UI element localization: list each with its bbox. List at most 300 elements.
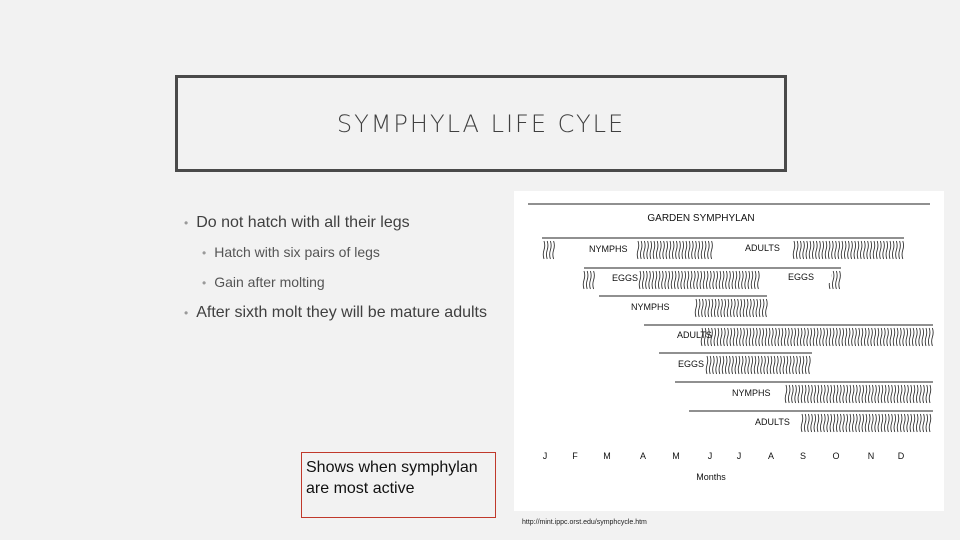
squiggle-mark [781, 328, 783, 346]
squiggle-mark [762, 328, 764, 346]
squiggle-mark [862, 385, 864, 403]
squiggle-mark [873, 241, 875, 259]
squiggle-mark [798, 385, 800, 403]
chart-rows [542, 238, 933, 432]
squiggle-mark [721, 299, 723, 317]
squiggle-mark [649, 271, 651, 289]
squiggle-mark [778, 328, 780, 346]
squiggle-mark [848, 328, 850, 346]
squiggle-mark [883, 241, 885, 259]
squiggle-mark [894, 385, 896, 403]
squiggle-mark [704, 241, 706, 259]
squiggle-mark [851, 241, 853, 259]
squiggle-mark [842, 328, 844, 346]
squiggle-mark [679, 241, 681, 259]
squiggle-mark [788, 385, 790, 403]
squiggle-mark [861, 328, 863, 346]
squiggle-mark [827, 414, 829, 432]
squiggle-mark [830, 414, 832, 432]
squiggle-mark [795, 385, 797, 403]
squiggle-mark [703, 271, 705, 289]
squiggle-mark [708, 241, 710, 259]
bullet-dot-icon: • [184, 216, 189, 230]
squiggle-mark [838, 241, 840, 259]
squiggle-mark [830, 385, 832, 403]
squiggle-mark [822, 241, 824, 259]
squiggle-mark [932, 328, 934, 346]
squiggle-mark [637, 241, 639, 259]
stage-label: NYMPHS [732, 388, 771, 398]
squiggle-mark [642, 271, 644, 289]
squiggle-mark [803, 241, 805, 259]
squiggle-mark [849, 385, 851, 403]
squiggle-mark [864, 328, 866, 346]
squiggle-mark [788, 328, 790, 346]
month-tick-label: M [672, 451, 680, 461]
squiggle-mark [820, 385, 822, 403]
squiggle-mark [832, 328, 834, 346]
squiggle-mark [700, 271, 702, 289]
squiggle-mark [844, 241, 846, 259]
squiggle-mark [706, 271, 708, 289]
squiggle-mark [644, 241, 646, 259]
squiggle-mark [860, 241, 862, 259]
stage-label: EGGS [678, 359, 705, 369]
stage-label: ADULTS [745, 243, 780, 253]
squiggle-mark [709, 356, 711, 374]
squiggle-mark [732, 271, 734, 289]
squiggle-mark [814, 414, 816, 432]
squiggle-mark [780, 356, 782, 374]
squiggle-mark [854, 241, 856, 259]
squiggle-mark [896, 241, 898, 259]
squiggle-mark [802, 356, 804, 374]
squiggle-mark [868, 414, 870, 432]
squiggle-mark [865, 414, 867, 432]
squiggle-mark [759, 299, 761, 317]
squiggle-mark [825, 241, 827, 259]
squiggle-mark [878, 385, 880, 403]
squiggle-mark [804, 414, 806, 432]
squiggle-mark [868, 328, 870, 346]
squiggle-mark [791, 328, 793, 346]
squiggle-mark [749, 328, 751, 346]
squiggle-mark [758, 271, 760, 289]
squiggle-mark [762, 299, 764, 317]
squiggle-mark [816, 328, 818, 346]
squiggle-mark [871, 328, 873, 346]
squiggle-mark [729, 356, 731, 374]
squiggle-mark [716, 271, 718, 289]
squiggle-mark [891, 414, 893, 432]
squiggle-mark [809, 356, 811, 374]
squiggle-mark [817, 385, 819, 403]
squiggle-mark [783, 356, 785, 374]
squiggle-mark [797, 328, 799, 346]
squiggle-mark [681, 271, 683, 289]
squiggle-mark [859, 385, 861, 403]
squiggle-mark [877, 328, 879, 346]
squiggle-mark [913, 414, 915, 432]
squiggle-mark [730, 328, 732, 346]
squiggle-mark [593, 271, 595, 289]
squiggle-mark [813, 328, 815, 346]
squiggle-mark [751, 271, 753, 289]
life-stage-row [599, 296, 767, 317]
squiggle-mark [864, 241, 866, 259]
squiggle-mark [656, 241, 658, 259]
squiggle-mark [711, 241, 713, 259]
squiggle-mark [772, 328, 774, 346]
squiggle-mark [912, 328, 914, 346]
squiggle-mark [697, 271, 699, 289]
squiggle-mark [874, 328, 876, 346]
squiggle-mark [889, 241, 891, 259]
squiggle-mark [694, 271, 696, 289]
month-tick-label: D [897, 451, 905, 461]
squiggle-mark [753, 299, 755, 317]
bullet-text: Do not hatch with all their legs [196, 214, 410, 231]
squiggle-mark [766, 299, 768, 317]
squiggle-mark [846, 414, 848, 432]
squiggle-mark [730, 299, 732, 317]
squiggle-mark [764, 356, 766, 374]
squiggle-mark [900, 328, 902, 346]
squiggle-mark [794, 328, 796, 346]
squiggle-mark [695, 299, 697, 317]
squiggle-mark [717, 328, 719, 346]
months-axis-label: Months [696, 472, 726, 482]
squiggle-mark [824, 414, 826, 432]
squiggle-mark [929, 385, 931, 403]
squiggle-mark [812, 241, 814, 259]
squiggle-mark [756, 299, 758, 317]
squiggle-mark [836, 385, 838, 403]
squiggle-mark [875, 385, 877, 403]
squiggle-mark [713, 356, 715, 374]
squiggle-mark [923, 385, 925, 403]
squiggle-mark [737, 299, 739, 317]
squiggle-mark [702, 299, 704, 317]
squiggle-mark [792, 385, 794, 403]
squiggle-mark [801, 414, 803, 432]
month-tick-label: J [707, 451, 713, 461]
bullet-dot-icon: • [202, 276, 207, 290]
squiggle-mark [817, 414, 819, 432]
squiggle-mark [722, 356, 724, 374]
sub-bullet-item [202, 244, 380, 260]
squiggle-mark [784, 328, 786, 346]
squiggle-mark [741, 356, 743, 374]
life-stage-row [675, 382, 933, 403]
squiggle-mark [872, 414, 874, 432]
squiggle-mark [836, 328, 838, 346]
bullet-text: Gain after molting [214, 274, 325, 290]
bullet-dot-icon: • [184, 306, 189, 320]
squiggle-mark [732, 356, 734, 374]
squiggle-mark [910, 414, 912, 432]
stage-label: ADULTS [677, 330, 712, 340]
squiggle-mark [824, 385, 826, 403]
squiggle-mark [743, 299, 745, 317]
squiggle-mark [893, 328, 895, 346]
bullet-text: Hatch with six pairs of legs [214, 244, 380, 260]
squiggle-mark [674, 271, 676, 289]
squiggle-mark [913, 385, 915, 403]
note-callout: Shows when symphylan are most active [301, 452, 496, 518]
squiggle-mark [690, 271, 692, 289]
squiggle-mark [767, 356, 769, 374]
month-tick-label: A [639, 451, 647, 461]
stage-label: EGGS [788, 272, 815, 282]
squiggle-mark [676, 241, 678, 259]
squiggle-mark [804, 328, 806, 346]
squiggle-mark [708, 299, 710, 317]
squiggle-mark [852, 414, 854, 432]
squiggle-mark [761, 356, 763, 374]
life-stage-row [542, 238, 904, 259]
squiggle-mark [706, 356, 708, 374]
month-tick-label: O [832, 451, 840, 461]
squiggle-mark [671, 271, 673, 289]
month-axis [543, 451, 905, 461]
squiggle-mark [757, 356, 759, 374]
squiggle-mark [738, 271, 740, 289]
squiggle-mark [734, 299, 736, 317]
squiggle-mark [801, 385, 803, 403]
squiggle-mark [672, 241, 674, 259]
squiggle-mark [823, 328, 825, 346]
squiggle-mark [839, 328, 841, 346]
month-tick-label: N [867, 451, 875, 461]
squiggle-mark [807, 328, 809, 346]
squiggle-mark [705, 299, 707, 317]
squiggle-mark [833, 414, 835, 432]
squiggle-mark [832, 271, 834, 289]
squiggle-mark [816, 241, 818, 259]
squiggle-mark [660, 241, 662, 259]
squiggle-mark [827, 385, 829, 403]
squiggle-mark [923, 414, 925, 432]
month-tick-label: J [736, 451, 742, 461]
squiggle-mark [859, 414, 861, 432]
squiggle-mark [891, 385, 893, 403]
squiggle-mark [669, 241, 671, 259]
source-url[interactable]: http://mint.ippc.orst.edu/symphcycle.htm [522, 519, 647, 526]
squiggle-mark [748, 271, 750, 289]
sub-bullet-item [202, 274, 325, 290]
squiggle-mark [875, 414, 877, 432]
squiggle-mark [925, 328, 927, 346]
squiggle-mark [884, 414, 886, 432]
squiggle-mark [650, 241, 652, 259]
squiggle-mark [835, 241, 837, 259]
squiggle-mark [799, 356, 801, 374]
squiggle-mark [750, 299, 752, 317]
squiggle-mark [929, 414, 931, 432]
life-stage-row [659, 353, 812, 374]
squiggle-mark [752, 328, 754, 346]
squiggle-mark [922, 328, 924, 346]
squiggle-mark [857, 241, 859, 259]
squiggle-mark [884, 385, 886, 403]
squiggle-mark [829, 328, 831, 346]
chart-title: GARDEN SYMPHYLAN [647, 213, 755, 224]
squiggle-mark [800, 328, 802, 346]
squiggle-mark [770, 356, 772, 374]
stage-label: NYMPHS [589, 244, 628, 254]
squiggle-mark [902, 241, 904, 259]
squiggle-mark [553, 241, 555, 259]
squiggle-mark [826, 328, 828, 346]
squiggle-mark [754, 356, 756, 374]
squiggle-mark [682, 241, 684, 259]
squiggle-mark [786, 356, 788, 374]
squiggle-mark [897, 385, 899, 403]
squiggle-mark [720, 328, 722, 346]
squiggle-mark [808, 385, 810, 403]
squiggle-mark [639, 271, 641, 289]
squiggle-mark [658, 271, 660, 289]
squiggle-mark [916, 328, 918, 346]
squiggle-mark [586, 271, 588, 289]
squiggle-mark [711, 299, 713, 317]
squiggle-mark [843, 414, 845, 432]
squiggle-mark [785, 385, 787, 403]
squiggle-mark [888, 414, 890, 432]
squiggle-mark [756, 328, 758, 346]
month-tick-label: F [572, 451, 578, 461]
squiggle-mark [832, 241, 834, 259]
squiggle-mark [640, 241, 642, 259]
squiggle-mark [814, 385, 816, 403]
squiggle-mark [736, 328, 738, 346]
bullet-text: After sixth molt they will be mature adults [196, 304, 487, 321]
squiggle-mark [688, 241, 690, 259]
squiggle-mark [773, 356, 775, 374]
squiggle-mark [725, 356, 727, 374]
squiggle-mark [590, 271, 592, 289]
squiggle-mark [852, 385, 854, 403]
month-tick-label: S [799, 451, 807, 461]
squiggle-mark [881, 414, 883, 432]
squiggle-mark [841, 241, 843, 259]
squiggle-mark [775, 328, 777, 346]
bullet-item [184, 304, 487, 322]
squiggle-mark [848, 241, 850, 259]
squiggle-mark [820, 328, 822, 346]
squiggle-mark [904, 414, 906, 432]
squiggle-mark [716, 356, 718, 374]
squiggle-mark [687, 271, 689, 289]
squiggle-mark [843, 385, 845, 403]
squiggle-mark [811, 414, 813, 432]
squiggle-mark [881, 385, 883, 403]
squiggle-mark [839, 271, 841, 289]
squiggle-mark [710, 271, 712, 289]
stage-label: EGGS [612, 273, 639, 283]
squiggle-mark [662, 271, 664, 289]
squiggle-mark [800, 241, 802, 259]
squiggle-mark [793, 241, 795, 259]
squiggle-mark [855, 328, 857, 346]
squiggle-mark [777, 356, 779, 374]
squiggle-mark [856, 385, 858, 403]
month-tick-label: J [542, 451, 548, 461]
squiggle-mark [719, 271, 721, 289]
squiggle-mark [884, 328, 886, 346]
squiggle-mark [789, 356, 791, 374]
squiggle-mark [701, 241, 703, 259]
squiggle-mark [733, 328, 735, 346]
squiggle-mark [828, 241, 830, 259]
squiggle-mark [899, 241, 901, 259]
squiggle-mark [840, 385, 842, 403]
squiggle-mark [900, 385, 902, 403]
squiggle-mark [735, 356, 737, 374]
squiggle-mark [768, 328, 770, 346]
squiggle-mark [896, 328, 898, 346]
squiggle-mark [796, 241, 798, 259]
squiggle-mark [840, 414, 842, 432]
life-stage-row [583, 268, 841, 289]
squiggle-mark [890, 328, 892, 346]
squiggle-mark [870, 241, 872, 259]
squiggle-mark [887, 328, 889, 346]
squiggle-mark [583, 271, 585, 289]
squiggle-mark [809, 241, 811, 259]
squiggle-mark [754, 271, 756, 289]
squiggle-mark [719, 356, 721, 374]
life-stage-row [689, 411, 933, 432]
squiggle-mark [695, 241, 697, 259]
squiggle-mark [811, 385, 813, 403]
squiggle-mark [819, 241, 821, 259]
squiggle-mark [916, 414, 918, 432]
squiggle-mark [726, 271, 728, 289]
squiggle-mark [746, 328, 748, 346]
squiggle-mark [845, 328, 847, 346]
squiggle-mark [678, 271, 680, 289]
squiggle-mark [833, 385, 835, 403]
squiggle-mark [805, 356, 807, 374]
squiggle-mark [880, 241, 882, 259]
squiggle-mark [738, 356, 740, 374]
squiggle-mark [543, 241, 545, 259]
squiggle-mark [806, 241, 808, 259]
squiggle-mark [910, 385, 912, 403]
squiggle-mark [846, 385, 848, 403]
squiggle-mark [872, 385, 874, 403]
life-stage-row [644, 325, 933, 346]
squiggle-mark [810, 328, 812, 346]
squiggle-mark [849, 414, 851, 432]
squiggle-mark [919, 328, 921, 346]
squiggle-mark [746, 299, 748, 317]
squiggle-mark [858, 328, 860, 346]
squiggle-mark [906, 328, 908, 346]
squiggle-mark [897, 414, 899, 432]
squiggle-mark [876, 241, 878, 259]
squiggle-mark [909, 328, 911, 346]
squiggle-mark [926, 414, 928, 432]
squiggle-mark [751, 356, 753, 374]
bullet-dot-icon: • [202, 246, 207, 260]
squiggle-mark [836, 414, 838, 432]
squiggle-mark [920, 385, 922, 403]
squiggle-mark [765, 328, 767, 346]
squiggle-mark [878, 414, 880, 432]
